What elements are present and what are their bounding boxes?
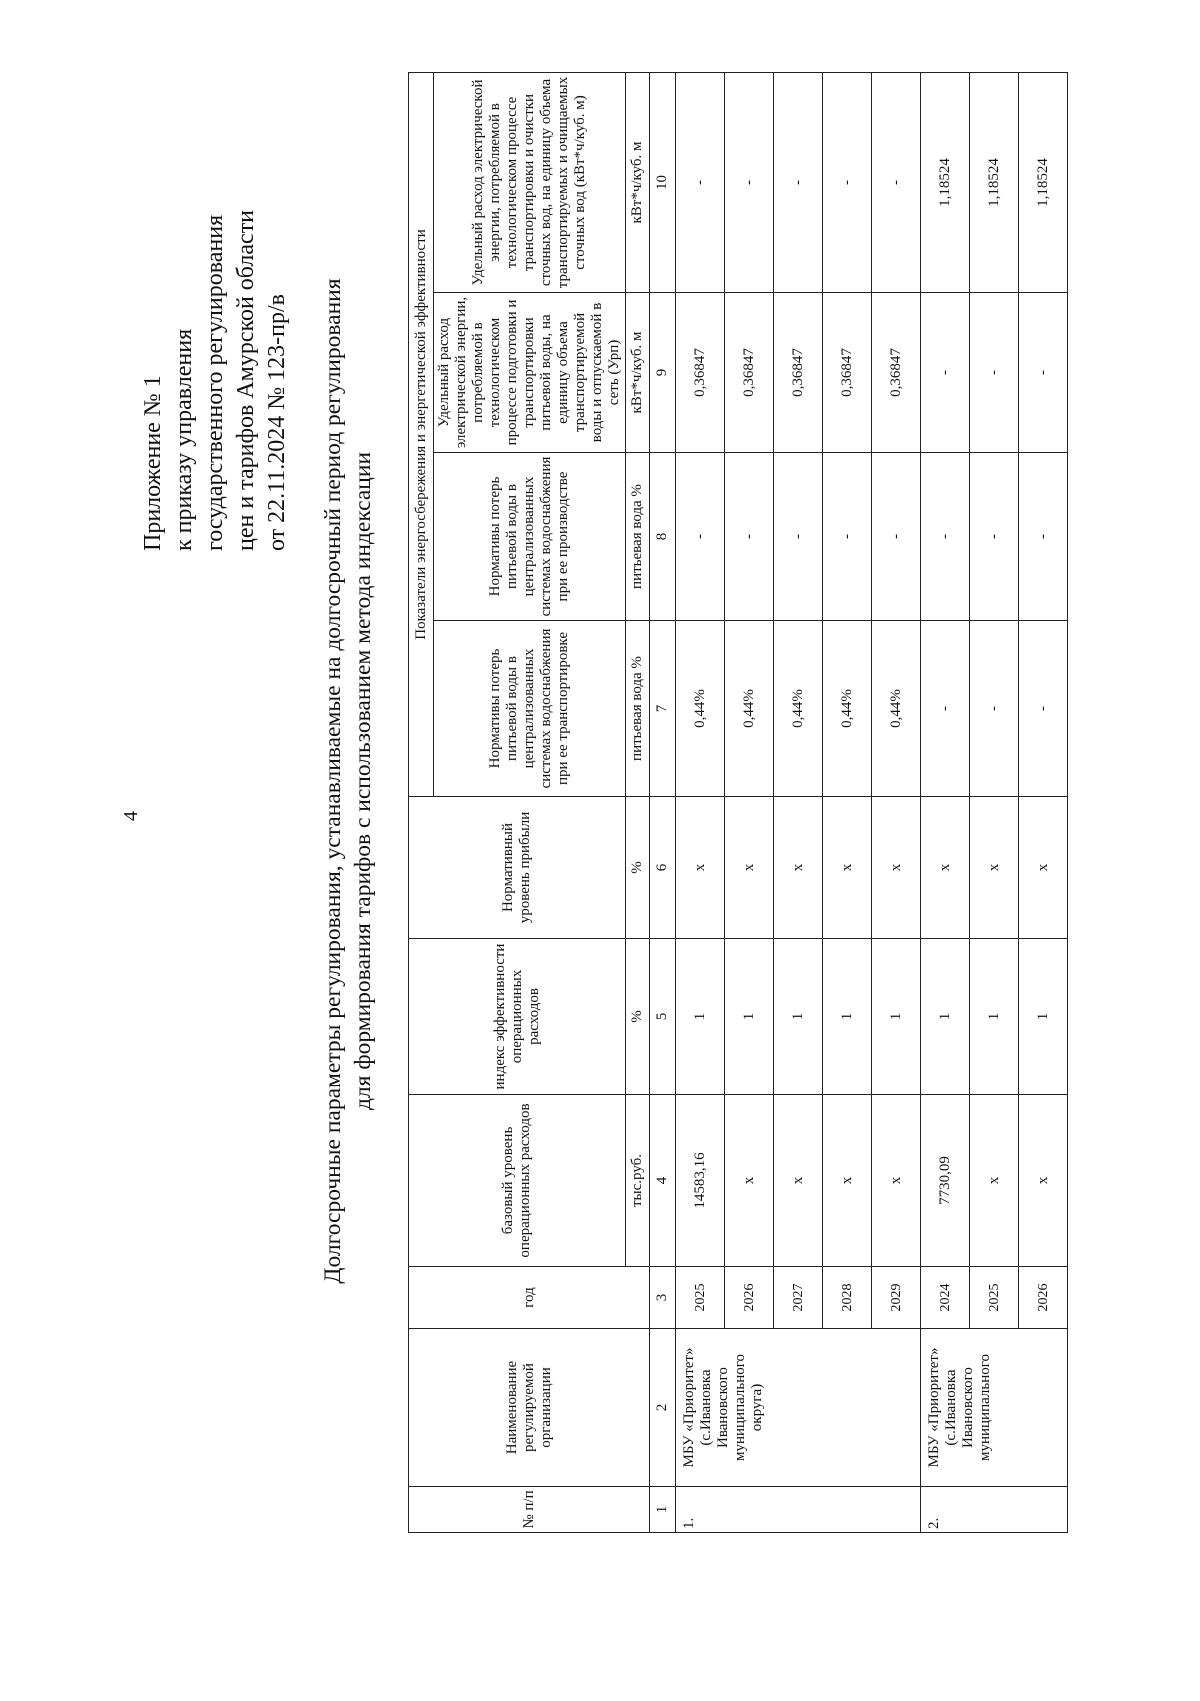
- cell-loss-transport: 0,44%: [676, 621, 725, 797]
- cell-energy-sewage: -: [725, 72, 774, 292]
- cell-profit: x: [1019, 797, 1068, 939]
- title-line-1: Долгосрочные параметры регулирования, устанавливаемые на долгосрочный период регулирования: [320, 278, 346, 1284]
- cell-profit: x: [970, 797, 1019, 939]
- table-row: [872, 72, 921, 1532]
- unit-profit: %: [626, 797, 650, 939]
- cell-loss-transport: 0,44%: [725, 621, 774, 797]
- table-row: [1019, 72, 1068, 1532]
- appendix-line: цен и тарифов Амурской области: [233, 209, 259, 551]
- cell-energy-water: 0,36847: [872, 293, 921, 453]
- cell-loss-production: -: [823, 453, 872, 621]
- cell-energy-sewage: 1,18524: [1019, 72, 1068, 292]
- cell-energy-water: -: [970, 293, 1019, 453]
- table-row: [921, 72, 970, 1532]
- cell-energy-sewage: -: [872, 72, 921, 292]
- cell-energy-water: -: [1019, 293, 1068, 453]
- table-row: [823, 72, 872, 1532]
- cell-energy-water: 0,36847: [676, 293, 725, 453]
- cell-energy-sewage: 1,18524: [921, 72, 970, 292]
- table-row: [970, 72, 1019, 1532]
- cell-index: 1: [725, 939, 774, 1095]
- cell-energy-sewage: -: [676, 72, 725, 292]
- header-year: год: [409, 1267, 650, 1329]
- cell-loss-production: -: [725, 453, 774, 621]
- cell-profit: x: [921, 797, 970, 939]
- cell-loss-production: -: [774, 453, 823, 621]
- appendix-block: [138, 210, 293, 551]
- cell-loss-production: -: [676, 453, 725, 621]
- cell-index: 1: [774, 939, 823, 1095]
- table-row: [676, 72, 725, 1532]
- cell-loss-transport: -: [921, 621, 970, 797]
- cell-energy-sewage: -: [823, 72, 872, 292]
- appendix-line: Приложение № 1: [140, 375, 166, 551]
- cell-index: 1: [823, 939, 872, 1095]
- header-loss-transport: Нормативы потерь питьевой воды в централизованных системах водоснабжения при ее транспортировке: [434, 621, 626, 797]
- unit-energy-water: кВт*ч/куб. м: [626, 293, 650, 453]
- header-num: № п/п: [409, 1487, 650, 1533]
- header-base: базовый уровень операционных расходов: [409, 1095, 626, 1267]
- organization-name: МБУ «Приоритет» (с.Ивановка Ивановского муниципального округа): [676, 1329, 921, 1487]
- cell-loss-production: -: [970, 453, 1019, 621]
- cell-loss-production: -: [921, 453, 970, 621]
- header-index: индекс эффективности операционных расходов: [409, 939, 626, 1095]
- cell-base: 7730,09: [921, 1095, 970, 1267]
- cell-base: x: [970, 1095, 1019, 1267]
- header-profit: Нормативный уровень прибыли: [409, 797, 626, 939]
- organization-name: МБУ «Приоритет» (с.Ивановка Ивановского муниципального: [921, 1329, 1068, 1487]
- year-cell: 2025: [676, 1267, 725, 1329]
- cell-index: 1: [872, 939, 921, 1095]
- cell-loss-transport: -: [1019, 621, 1068, 797]
- year-cell: 2026: [725, 1267, 774, 1329]
- cell-profit: x: [725, 797, 774, 939]
- column-number: 2: [650, 1329, 676, 1487]
- parameters-table: [408, 72, 1068, 1533]
- column-number: 8: [650, 453, 676, 621]
- column-number: 4: [650, 1095, 676, 1267]
- year-cell: 2028: [823, 1267, 872, 1329]
- cell-energy-sewage: 1,18524: [970, 72, 1019, 292]
- cell-energy-sewage: -: [774, 72, 823, 292]
- table-row: [774, 72, 823, 1532]
- cell-profit: x: [872, 797, 921, 939]
- unit-base: тыс.руб.: [626, 1095, 650, 1267]
- year-cell: 2029: [872, 1267, 921, 1329]
- unit-loss-transport: питьевая вода %: [626, 621, 650, 797]
- year-cell: 2027: [774, 1267, 823, 1329]
- cell-base: x: [725, 1095, 774, 1267]
- page-number: 4: [120, 811, 142, 821]
- cell-loss-production: -: [1019, 453, 1068, 621]
- cell-base: x: [823, 1095, 872, 1267]
- cell-energy-water: 0,36847: [774, 293, 823, 453]
- cell-energy-water: -: [921, 293, 970, 453]
- unit-loss-production: питьевая вода %: [626, 453, 650, 621]
- cell-energy-water: 0,36847: [725, 293, 774, 453]
- cell-profit: x: [774, 797, 823, 939]
- header-org: Наименование регулируемой организации: [409, 1329, 650, 1487]
- year-cell: 2025: [970, 1267, 1019, 1329]
- cell-loss-production: -: [872, 453, 921, 621]
- cell-profit: x: [823, 797, 872, 939]
- column-number: 1: [650, 1487, 676, 1533]
- column-number: 6: [650, 797, 676, 939]
- header-energy-group: Показатели энергосбережения и энергетической эффективности: [409, 72, 434, 796]
- header-energy-water: Удельный расход электрической энергии, потребляемой в технологическом процессе подготовки и транспортировки питьевой воды, на единицу объема транспортируемой воды и отпускаемой в сеть (Урп): [434, 293, 626, 453]
- column-number: 3: [650, 1267, 676, 1329]
- row-number: 1.: [676, 1487, 921, 1533]
- cell-profit: x: [676, 797, 725, 939]
- column-number-row: [650, 72, 676, 1532]
- cell-index: 1: [1019, 939, 1068, 1095]
- appendix-line: государственного регулирования: [202, 214, 228, 551]
- cell-base: x: [872, 1095, 921, 1267]
- cell-loss-transport: 0,44%: [823, 621, 872, 797]
- cell-energy-water: 0,36847: [823, 293, 872, 453]
- year-cell: 2026: [1019, 1267, 1068, 1329]
- cell-base: 14583,16: [676, 1095, 725, 1267]
- unit-index: %: [626, 939, 650, 1095]
- column-number: 9: [650, 293, 676, 453]
- table-row: [725, 72, 774, 1532]
- document-title: [318, 161, 378, 1401]
- cell-loss-transport: -: [970, 621, 1019, 797]
- cell-base: x: [774, 1095, 823, 1267]
- cell-loss-transport: 0,44%: [774, 621, 823, 797]
- appendix-line: от 22.11.2024 № 123-пр/в: [264, 293, 290, 551]
- cell-index: 1: [970, 939, 1019, 1095]
- header-energy-sewage: Удельный расход электрической энергии, потребляемой в технологическом процессе транспортировки и очистки сточных вод, на единицу объема транспортируемых и очищаемых сточных вод (кВт*ч/куб. м): [434, 72, 626, 292]
- cell-base: x: [1019, 1095, 1068, 1267]
- column-number: 5: [650, 939, 676, 1095]
- column-number: 7: [650, 621, 676, 797]
- cell-loss-transport: 0,44%: [872, 621, 921, 797]
- header-loss-production: Нормативы потерь питьевой воды в централизованных системах водоснабжения при ее производстве: [434, 453, 626, 621]
- cell-index: 1: [921, 939, 970, 1095]
- row-number: 2.: [921, 1487, 1068, 1533]
- title-line-2: для формирования тарифов с использованием метода индексации: [350, 451, 376, 1111]
- column-number: 10: [650, 72, 676, 292]
- year-cell: 2024: [921, 1267, 970, 1329]
- unit-energy-sewage: кВт*ч/куб. м: [626, 72, 650, 292]
- appendix-line: к приказу управления: [171, 328, 197, 551]
- cell-index: 1: [676, 939, 725, 1095]
